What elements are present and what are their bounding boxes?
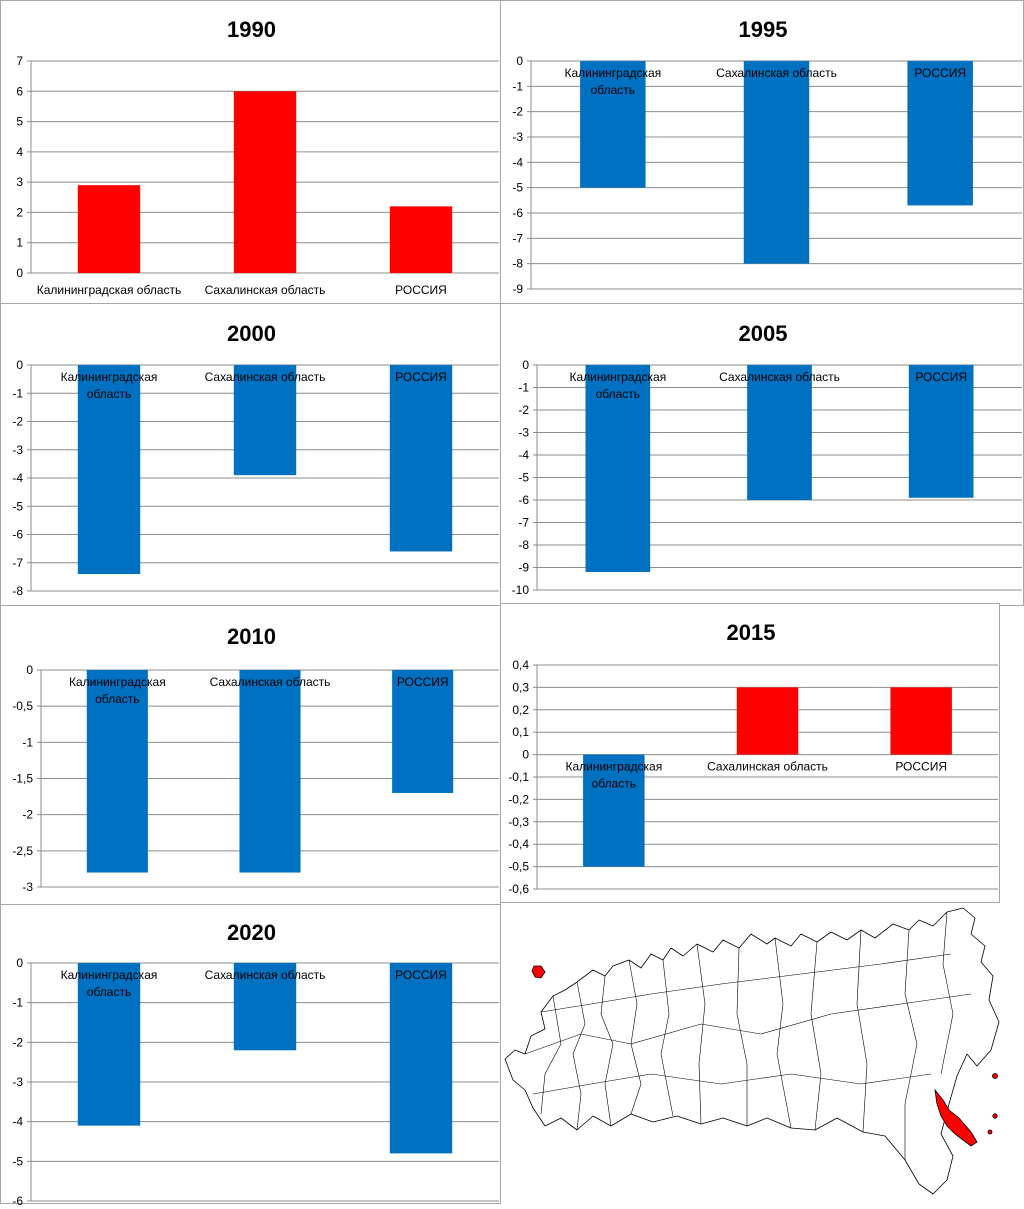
category-label: РОССИЯ bbox=[396, 675, 449, 689]
category-label: РОССИЯ bbox=[914, 66, 967, 80]
y-tick-label: 0,3 bbox=[512, 680, 529, 695]
chart-svg bbox=[1, 1, 502, 305]
y-tick-label: -8 bbox=[512, 256, 523, 271]
bar bbox=[390, 365, 452, 551]
y-tick-label: 2 bbox=[16, 205, 23, 220]
y-tick-label: -1 bbox=[512, 79, 523, 94]
chart-svg bbox=[1, 606, 502, 906]
y-tick-label: -0,6 bbox=[508, 882, 529, 896]
y-tick-label: -3 bbox=[12, 1075, 23, 1089]
y-tick-label: -4 bbox=[12, 1114, 23, 1129]
category-label: Калининградская область bbox=[565, 759, 663, 791]
chart-svg bbox=[1, 905, 502, 1205]
bar bbox=[580, 61, 645, 188]
chart-panel-2010 bbox=[0, 605, 501, 905]
chart-title: 2005 bbox=[738, 321, 788, 346]
bar bbox=[747, 365, 812, 500]
y-tick-label: 0 bbox=[16, 956, 23, 970]
chart-panel-1990 bbox=[0, 0, 501, 304]
chart-svg bbox=[1, 304, 502, 607]
y-tick-label: -1,5 bbox=[12, 771, 33, 786]
y-tick-label: -4 bbox=[512, 155, 523, 170]
y-tick-label: 5 bbox=[16, 114, 23, 129]
category-label: Калининградская область bbox=[569, 370, 667, 401]
chart-panel-2020 bbox=[0, 904, 501, 1204]
category-label: Сахалинская область bbox=[209, 675, 331, 689]
y-tick-label: -4 bbox=[12, 471, 23, 485]
y-tick-label: -3 bbox=[22, 880, 33, 894]
category-label: Калининградская область bbox=[68, 675, 166, 706]
bar bbox=[239, 670, 300, 873]
y-tick-label: -9 bbox=[518, 560, 529, 575]
russia-regions-map-icon bbox=[501, 904, 1024, 1204]
y-tick-label: 0,2 bbox=[512, 702, 529, 717]
y-tick-label: -1 bbox=[518, 380, 529, 395]
category-label: Сахалинская область bbox=[716, 66, 837, 80]
chart-title: 1990 bbox=[227, 17, 276, 42]
y-tick-label: -1 bbox=[22, 735, 33, 750]
category-label: РОССИЯ bbox=[395, 370, 447, 384]
chart-title: 1995 bbox=[738, 17, 788, 42]
bar bbox=[78, 185, 140, 273]
y-tick-label: -0,5 bbox=[12, 699, 33, 714]
y-tick-label: -5 bbox=[12, 1154, 23, 1169]
category-label: Калининградская область bbox=[564, 66, 662, 97]
y-tick-label: 4 bbox=[16, 144, 23, 159]
category-label: Сахалинская область bbox=[719, 370, 840, 384]
y-tick-label: -3 bbox=[518, 425, 529, 440]
y-tick-label: -5 bbox=[12, 499, 23, 514]
y-tick-label: -6 bbox=[12, 1194, 23, 1205]
chart-panel-1995 bbox=[500, 0, 1024, 304]
y-tick-label: -2 bbox=[22, 807, 33, 822]
y-tick-label: -8 bbox=[12, 584, 23, 598]
chart-panel-2015 bbox=[500, 603, 1000, 903]
y-tick-label: -0,2 bbox=[508, 792, 529, 807]
y-tick-label: -0,5 bbox=[508, 859, 529, 874]
y-tick-label: 0 bbox=[16, 266, 23, 280]
y-tick-label: -2 bbox=[512, 104, 523, 119]
y-tick-label: -2 bbox=[12, 414, 23, 429]
y-tick-label: -9 bbox=[512, 282, 523, 296]
y-tick-label: 0 bbox=[516, 54, 523, 68]
category-label: РОССИЯ bbox=[395, 968, 447, 982]
y-tick-label: 6 bbox=[16, 84, 23, 99]
y-tick-label: 0 bbox=[522, 358, 529, 372]
category-label: Сахалинская область bbox=[204, 283, 326, 297]
chart-panel-2000 bbox=[0, 303, 501, 606]
y-tick-label: -3 bbox=[512, 130, 523, 144]
chart-svg bbox=[501, 1, 1024, 305]
y-tick-label: -7 bbox=[512, 231, 523, 246]
category-label: Калининградская область bbox=[36, 283, 182, 297]
y-tick-label: 0 bbox=[26, 663, 33, 677]
y-tick-label: 0,1 bbox=[512, 725, 529, 740]
y-tick-label: 0,4 bbox=[512, 658, 529, 672]
chart-svg bbox=[501, 604, 1001, 904]
y-tick-label: -8 bbox=[518, 538, 529, 552]
category-label: Калининградская область bbox=[60, 370, 158, 401]
bar bbox=[744, 61, 809, 264]
category-label: Сахалинская область bbox=[204, 968, 326, 982]
chart-title: 2020 bbox=[227, 920, 276, 945]
chart-title: 2010 bbox=[227, 624, 276, 649]
chart-title: 2015 bbox=[726, 620, 776, 645]
y-tick-label: 3 bbox=[16, 175, 23, 190]
y-tick-label: -10 bbox=[511, 583, 529, 597]
category-label: Сахалинская область bbox=[707, 759, 828, 774]
bar bbox=[737, 687, 798, 754]
y-tick-label: -0,4 bbox=[508, 837, 529, 852]
y-tick-label: -2 bbox=[12, 1035, 23, 1050]
chart-panel-2005 bbox=[500, 303, 1024, 606]
bar bbox=[234, 91, 296, 273]
category-label: Калининградская область bbox=[60, 968, 158, 999]
y-tick-label: -0,3 bbox=[508, 814, 529, 829]
category-label: РОССИЯ bbox=[895, 759, 948, 774]
y-tick-label: -2 bbox=[518, 403, 529, 417]
y-tick-label: -2,5 bbox=[12, 843, 33, 858]
y-tick-label: -5 bbox=[512, 180, 523, 195]
y-tick-label: 0 bbox=[522, 747, 529, 762]
y-tick-label: -6 bbox=[12, 527, 23, 542]
bar bbox=[390, 206, 452, 273]
bar bbox=[890, 687, 951, 754]
category-label: РОССИЯ bbox=[915, 370, 968, 384]
y-tick-label: -5 bbox=[518, 470, 529, 485]
y-tick-label: -3 bbox=[12, 442, 23, 457]
bar bbox=[907, 61, 972, 205]
bar bbox=[390, 963, 452, 1153]
y-tick-label: -6 bbox=[518, 493, 529, 507]
y-tick-label: 0 bbox=[16, 358, 23, 372]
y-tick-label: 1 bbox=[16, 235, 23, 250]
y-tick-label: -7 bbox=[518, 515, 529, 530]
category-label: РОССИЯ bbox=[395, 283, 447, 297]
y-tick-label: -0,1 bbox=[508, 770, 529, 784]
y-tick-label: -7 bbox=[12, 555, 23, 570]
chart-title: 2000 bbox=[227, 321, 276, 346]
y-tick-label: -6 bbox=[512, 206, 523, 220]
y-tick-label: 7 bbox=[16, 54, 23, 68]
y-tick-label: -4 bbox=[518, 448, 529, 462]
bar bbox=[909, 365, 974, 498]
category-label: Сахалинская область bbox=[204, 370, 326, 384]
y-tick-label: -1 bbox=[12, 386, 23, 401]
chart-svg bbox=[501, 304, 1024, 607]
russia-regions-map bbox=[501, 904, 1024, 1204]
y-tick-label: -1 bbox=[12, 995, 23, 1010]
